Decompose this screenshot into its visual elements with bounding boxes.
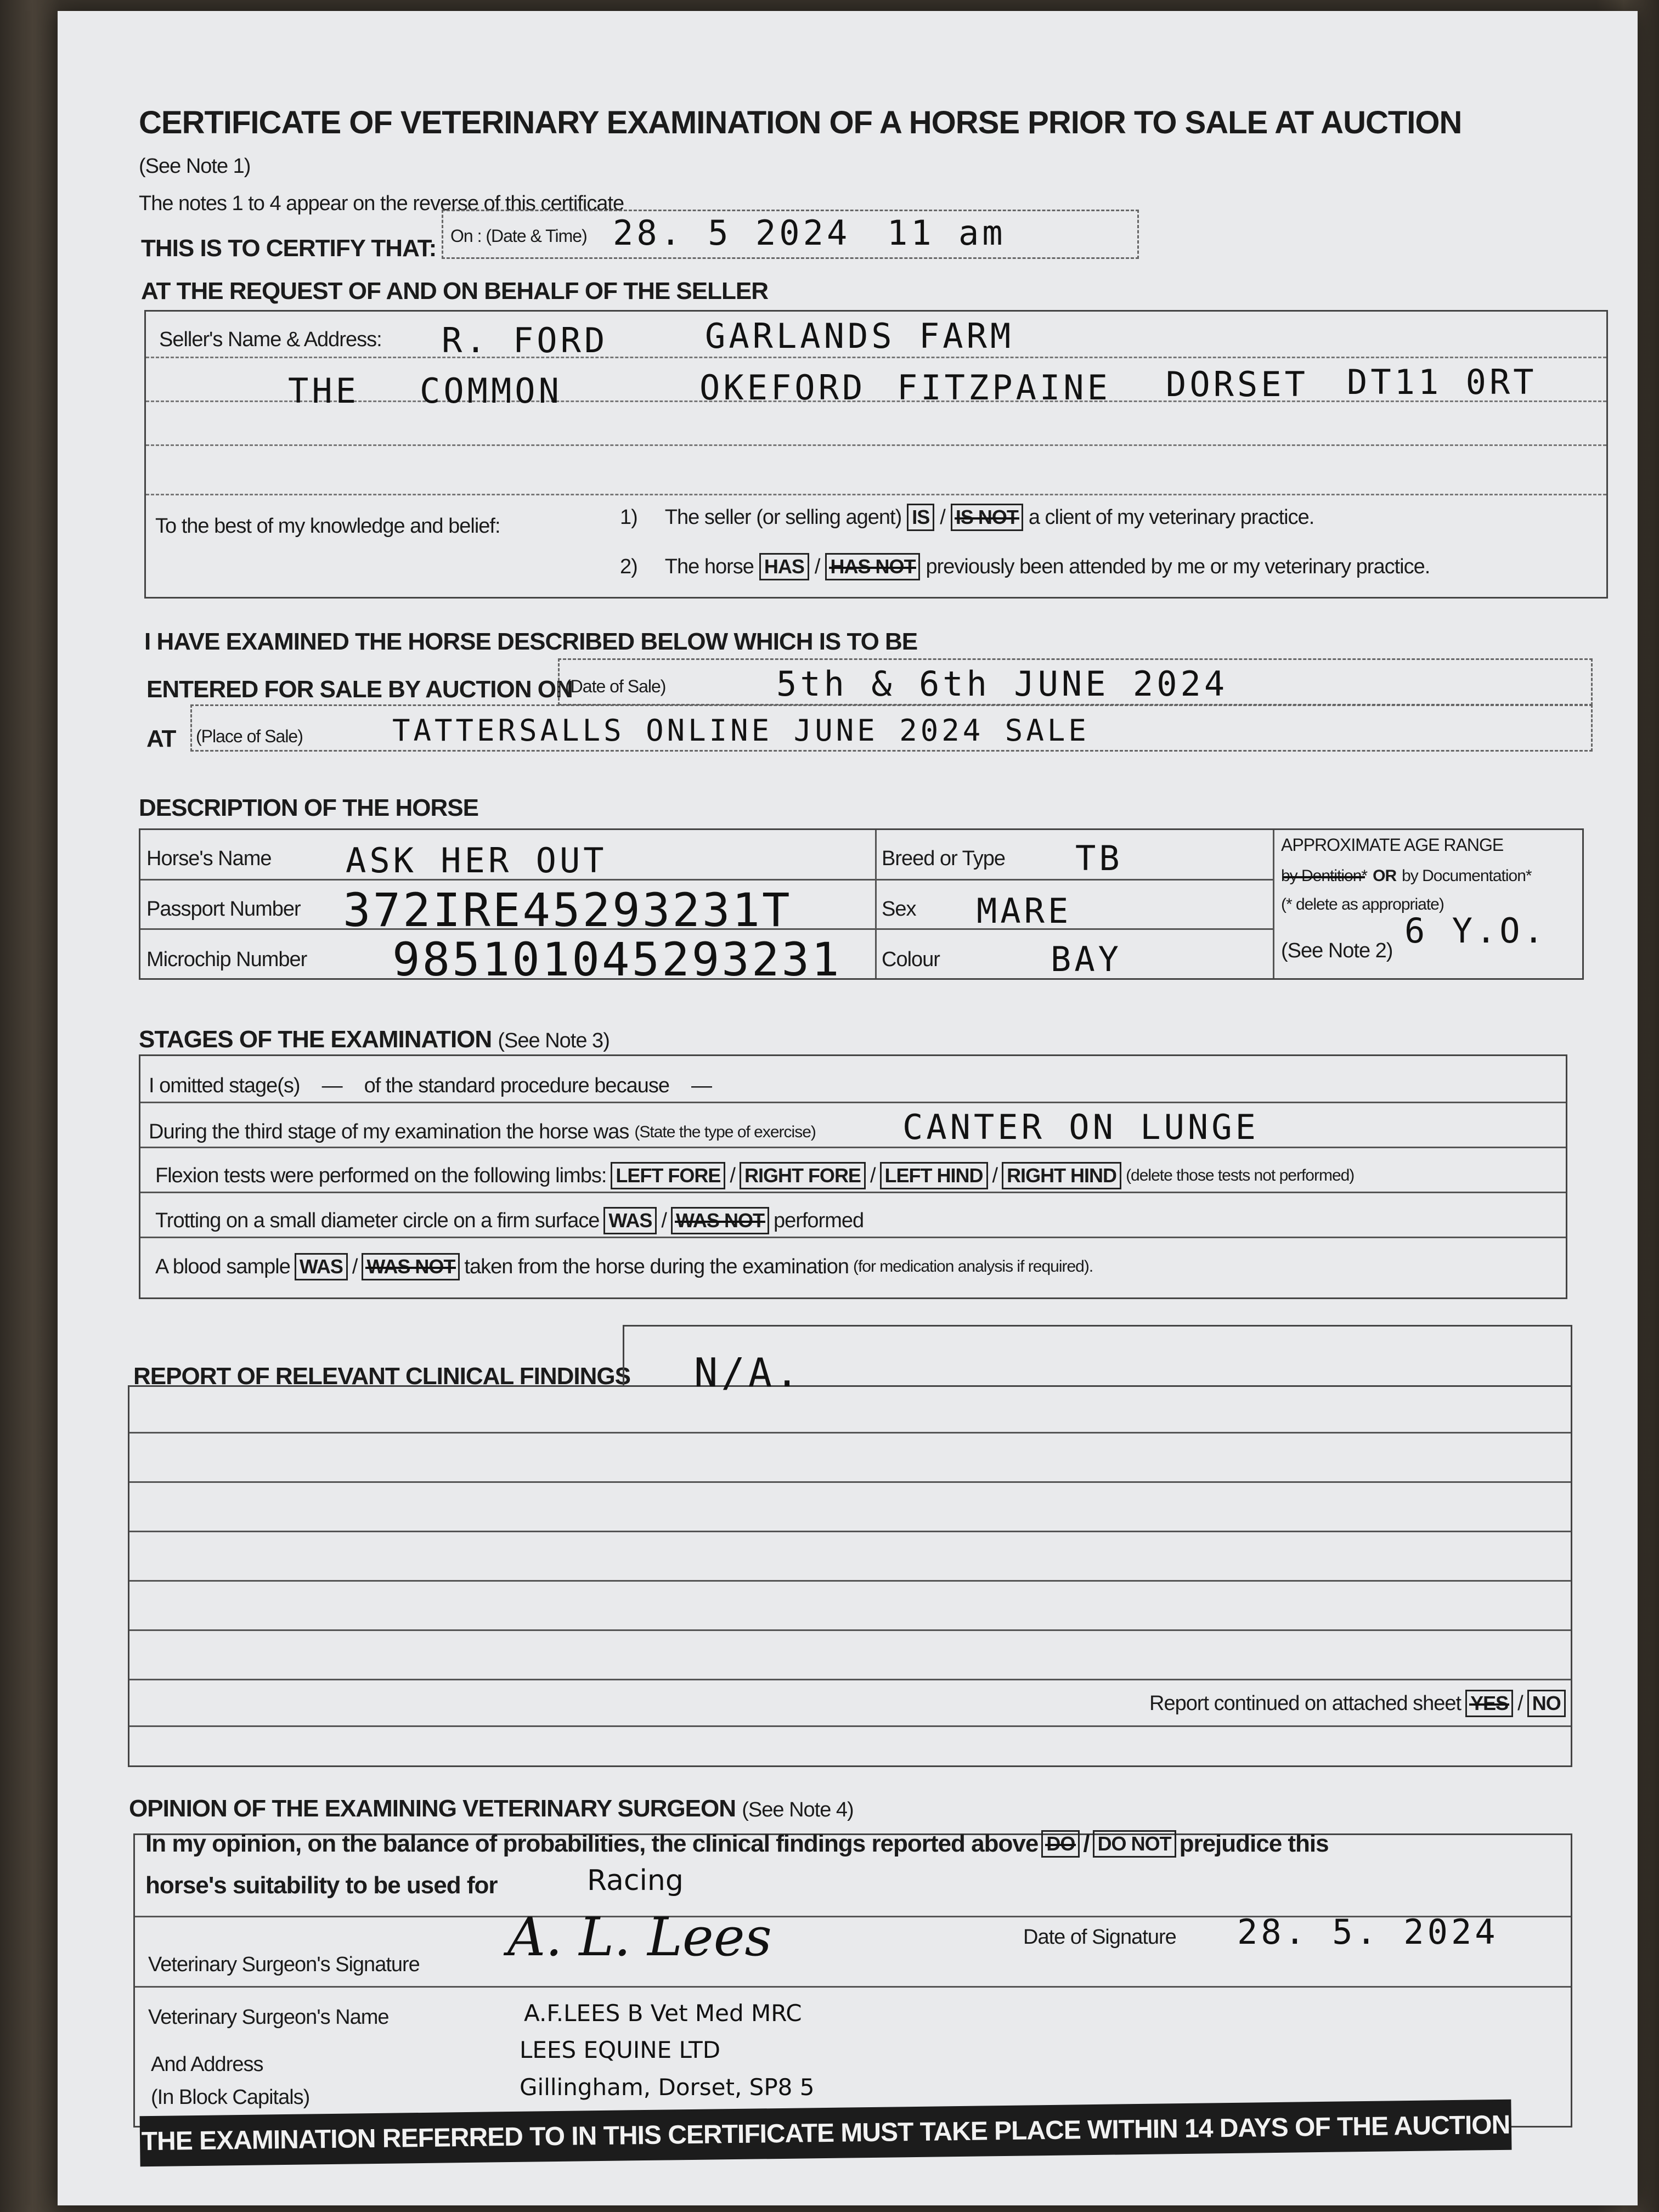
sep: /	[1517, 1691, 1523, 1715]
trot-post: performed	[773, 1209, 864, 1232]
age-heading: APPROXIMATE AGE RANGE	[1281, 835, 1504, 855]
footer-banner: THE EXAMINATION REFERRED TO IN THIS CERTIFICATE MUST TAKE PLACE WITHIN 14 DAYS OF THE AUCTION	[140, 2100, 1512, 2167]
blood-was-not-option-struck[interactable]: WAS NOT	[362, 1253, 460, 1280]
omitted-dash-1: —	[321, 1074, 342, 1097]
sep: /	[814, 555, 820, 578]
stages-line-1	[140, 1102, 1566, 1103]
stages-heading-wrap	[139, 1026, 610, 1053]
opinion-line1-pre: In my opinion, on the balance of probabilities, the clinical findings reported above	[145, 1830, 1039, 1857]
stages-heading: STAGES OF THE EXAMINATION	[139, 1026, 492, 1053]
omitted-mid: of the standard procedure because	[364, 1074, 669, 1097]
trot-row	[155, 1207, 864, 1234]
seller-address-line1: GARLANDS FARM	[705, 316, 1014, 356]
description-heading: DESCRIPTION OF THE HORSE	[139, 794, 478, 821]
breed-value: TB	[1075, 838, 1123, 878]
is-option[interactable]: IS	[907, 504, 934, 531]
address-label: And Address	[151, 2053, 263, 2076]
exam-time-value: 11 am	[887, 213, 1006, 253]
signature-label: Veterinary Surgeon's Signature	[148, 1953, 420, 1976]
date-of-sale-label: (Date of Sale)	[565, 676, 666, 696]
report-yes-option-struck[interactable]: YES	[1465, 1690, 1513, 1717]
date-time-label: On : (Date & Time)	[450, 226, 587, 246]
colour-value: BAY	[1051, 939, 1122, 979]
opinion-line1	[145, 1830, 1329, 1858]
seller-line-1	[146, 357, 1606, 358]
seller-label: Seller's Name & Address:	[159, 328, 382, 351]
seller-address-fitzpaine: FITZPAINE	[897, 368, 1111, 408]
request-heading: AT THE REQUEST OF AND ON BEHALF OF THE SELLER	[141, 278, 768, 304]
microchip-value: 985101045293231	[392, 933, 842, 986]
exam-date-value: 28. 5 2024	[613, 213, 851, 253]
sep: /	[992, 1164, 998, 1187]
report-line-7	[129, 1725, 1571, 1727]
blood-row	[155, 1253, 1093, 1280]
or-text: OR	[1373, 867, 1397, 885]
seller-line-3	[146, 444, 1606, 446]
colour-label: Colour	[882, 948, 940, 971]
stages-line-4	[140, 1237, 1566, 1238]
third-stage-value: CANTER ON LUNGE	[902, 1107, 1259, 1147]
certify-label: THIS IS TO CERTIFY THAT:	[141, 235, 437, 262]
horse-name-value: ASK HER OUT	[346, 840, 607, 881]
item2-text: The horse	[664, 555, 754, 578]
sep: /	[1083, 1830, 1090, 1857]
sex-label: Sex	[882, 898, 916, 921]
stamp-line-2: LEES EQUINE LTD	[520, 2036, 721, 2063]
report-no-option[interactable]: NO	[1527, 1690, 1566, 1717]
right-fore-option[interactable]: RIGHT FORE	[740, 1162, 866, 1189]
stamp-line-3: Gillingham, Dorset, SP8 5	[520, 2074, 815, 2101]
seller-address-common: COMMON	[420, 371, 562, 411]
see-note-1: (See Note 1)	[139, 155, 251, 178]
sep: /	[352, 1255, 358, 1278]
opinion-heading-wrap	[129, 1795, 854, 1822]
item1-number: 1)	[620, 505, 637, 529]
third-stage-label: During the third stage of my examination the horse was	[149, 1120, 629, 1143]
desc-divider-1	[875, 830, 877, 978]
surgeon-name-label: Veterinary Surgeon's Name	[148, 2006, 389, 2029]
knowledge-item-1	[620, 504, 1314, 531]
report-line-6	[129, 1679, 1571, 1680]
desc-row-line-1	[140, 879, 1273, 881]
knowledge-item-2	[620, 553, 1430, 580]
do-option-struck[interactable]: DO	[1041, 1830, 1080, 1858]
place-of-sale-label: (Place of Sale)	[196, 726, 303, 746]
examined-heading: I HAVE EXAMINED THE HORSE DESCRIBED BELOW WHICH IS TO BE	[144, 628, 918, 655]
age-method	[1281, 867, 1532, 885]
age-delete-note: (* delete as appropriate)	[1281, 895, 1444, 913]
left-fore-option[interactable]: LEFT FORE	[611, 1162, 725, 1189]
breed-label: Breed or Type	[882, 847, 1006, 870]
sep: /	[730, 1164, 735, 1187]
entered-label: ENTERED FOR SALE BY AUCTION ON	[146, 676, 573, 703]
blood-post: taken from the horse during the examination	[464, 1255, 849, 1278]
trot-pre: Trotting on a small diameter circle on a firm surface	[155, 1209, 600, 1232]
block-capitals-label: (In Block Capitals)	[151, 2086, 310, 2109]
desc-divider-2	[1273, 830, 1274, 978]
flexion-row	[155, 1162, 1354, 1189]
passport-label: Passport Number	[146, 898, 301, 921]
trot-was-option[interactable]: WAS	[603, 1207, 657, 1234]
omitted-row	[149, 1074, 712, 1098]
passport-value: 372IRE45293231T	[343, 883, 792, 937]
horse-name-label: Horse's Name	[146, 847, 272, 870]
do-not-option[interactable]: DO NOT	[1093, 1830, 1176, 1858]
third-stage-row	[149, 1120, 816, 1144]
date-of-signature-label: Date of Signature	[1023, 1926, 1176, 1949]
seller-address-county: DORSET	[1166, 364, 1308, 404]
opinion-heading: OPINION OF THE EXAMINING VETERINARY SURGEON	[129, 1795, 736, 1822]
left-hind-option[interactable]: LEFT HIND	[880, 1162, 988, 1189]
report-heading: REPORT OF RELEVANT CLINICAL FINDINGS	[133, 1363, 630, 1390]
flexion-post: (delete those tests not performed)	[1126, 1166, 1355, 1184]
date-of-signature-value: 28. 5. 2024	[1237, 1912, 1499, 1952]
seller-name: R. FORD	[442, 320, 608, 360]
stages-line-2	[140, 1147, 1566, 1148]
item2-number: 2)	[620, 555, 637, 578]
report-continued-row	[1149, 1690, 1566, 1717]
sep: /	[661, 1209, 667, 1232]
place-of-sale-value: TATTERSALLS ONLINE JUNE 2024 SALE	[392, 713, 1090, 748]
item1-post: a client of my veterinary practice.	[1028, 505, 1314, 529]
report-line-5	[129, 1629, 1571, 1631]
blood-pre: A blood sample	[155, 1255, 290, 1278]
opinion-line1-post: prejudice this	[1179, 1830, 1329, 1857]
right-hind-option[interactable]: RIGHT HIND	[1002, 1162, 1121, 1189]
seller-address-postcode: DT11 0RT	[1347, 362, 1537, 402]
seller-address-the: THE	[288, 371, 359, 411]
has-option[interactable]: HAS	[759, 553, 809, 580]
certificate-title: CERTIFICATE OF VETERINARY EXAMINATION OF A HORSE PRIOR TO SALE AT AUCTION	[139, 105, 1462, 140]
stamp-line-1: A.F.LEES B Vet Med MRC	[524, 2000, 802, 2027]
date-of-sale-value: 5th & 6th JUNE 2024	[776, 664, 1228, 704]
by-documentation[interactable]: by Documentation*	[1402, 867, 1532, 885]
item2-post: previously been attended by me or my veterinary practice.	[926, 555, 1430, 578]
blood-small: (for medication analysis if required).	[853, 1257, 1093, 1276]
report-continued-label: Report continued on attached sheet	[1149, 1691, 1462, 1715]
flexion-pre: Flexion tests were performed on the following limbs:	[155, 1164, 607, 1187]
report-line-4	[129, 1580, 1571, 1582]
certificate-sheet	[58, 11, 1638, 2205]
notes-line: The notes 1 to 4 appear on the reverse of this certificate	[139, 192, 624, 215]
by-dentition-struck[interactable]: by Dentition*	[1281, 867, 1368, 885]
is-not-option-struck[interactable]: IS NOT	[951, 504, 1023, 531]
omitted-pre: I omitted stage(s)	[149, 1074, 300, 1097]
has-not-option-struck[interactable]: HAS NOT	[825, 553, 920, 580]
stages-line-3	[140, 1192, 1566, 1193]
sex-value: MARE	[977, 891, 1072, 931]
sep: /	[940, 505, 945, 529]
blood-was-option[interactable]: WAS	[295, 1253, 348, 1280]
age-value: 6 Y.O.	[1404, 911, 1547, 951]
opinion-line2: horse's suitability to be used for	[145, 1872, 498, 1899]
opinion-see-note: (See Note 4)	[742, 1798, 854, 1821]
at-label: AT	[146, 725, 176, 752]
report-line-2	[129, 1481, 1571, 1483]
report-value: N/A.	[694, 1350, 803, 1396]
seller-line-4	[146, 494, 1606, 495]
sep: /	[870, 1164, 876, 1187]
knowledge-label: To the best of my knowledge and belief:	[155, 515, 500, 538]
signature: A. L. Lees	[507, 1906, 772, 1968]
report-line-1	[129, 1432, 1571, 1434]
trot-was-not-option-struck[interactable]: WAS NOT	[671, 1207, 769, 1234]
omitted-dash-2: —	[691, 1074, 712, 1097]
seller-address-okeford: OKEFORD	[699, 368, 866, 408]
use-value: Racing	[587, 1864, 684, 1897]
third-stage-small: (State the type of exercise)	[634, 1122, 816, 1141]
age-see-note: (See Note 2)	[1281, 939, 1393, 962]
microchip-label: Microchip Number	[146, 948, 307, 971]
item1-text: The seller (or selling agent)	[664, 505, 902, 529]
report-line-3	[129, 1531, 1571, 1532]
stages-see-note: (See Note 3)	[498, 1029, 610, 1052]
opinion-line-2	[135, 1986, 1571, 1988]
